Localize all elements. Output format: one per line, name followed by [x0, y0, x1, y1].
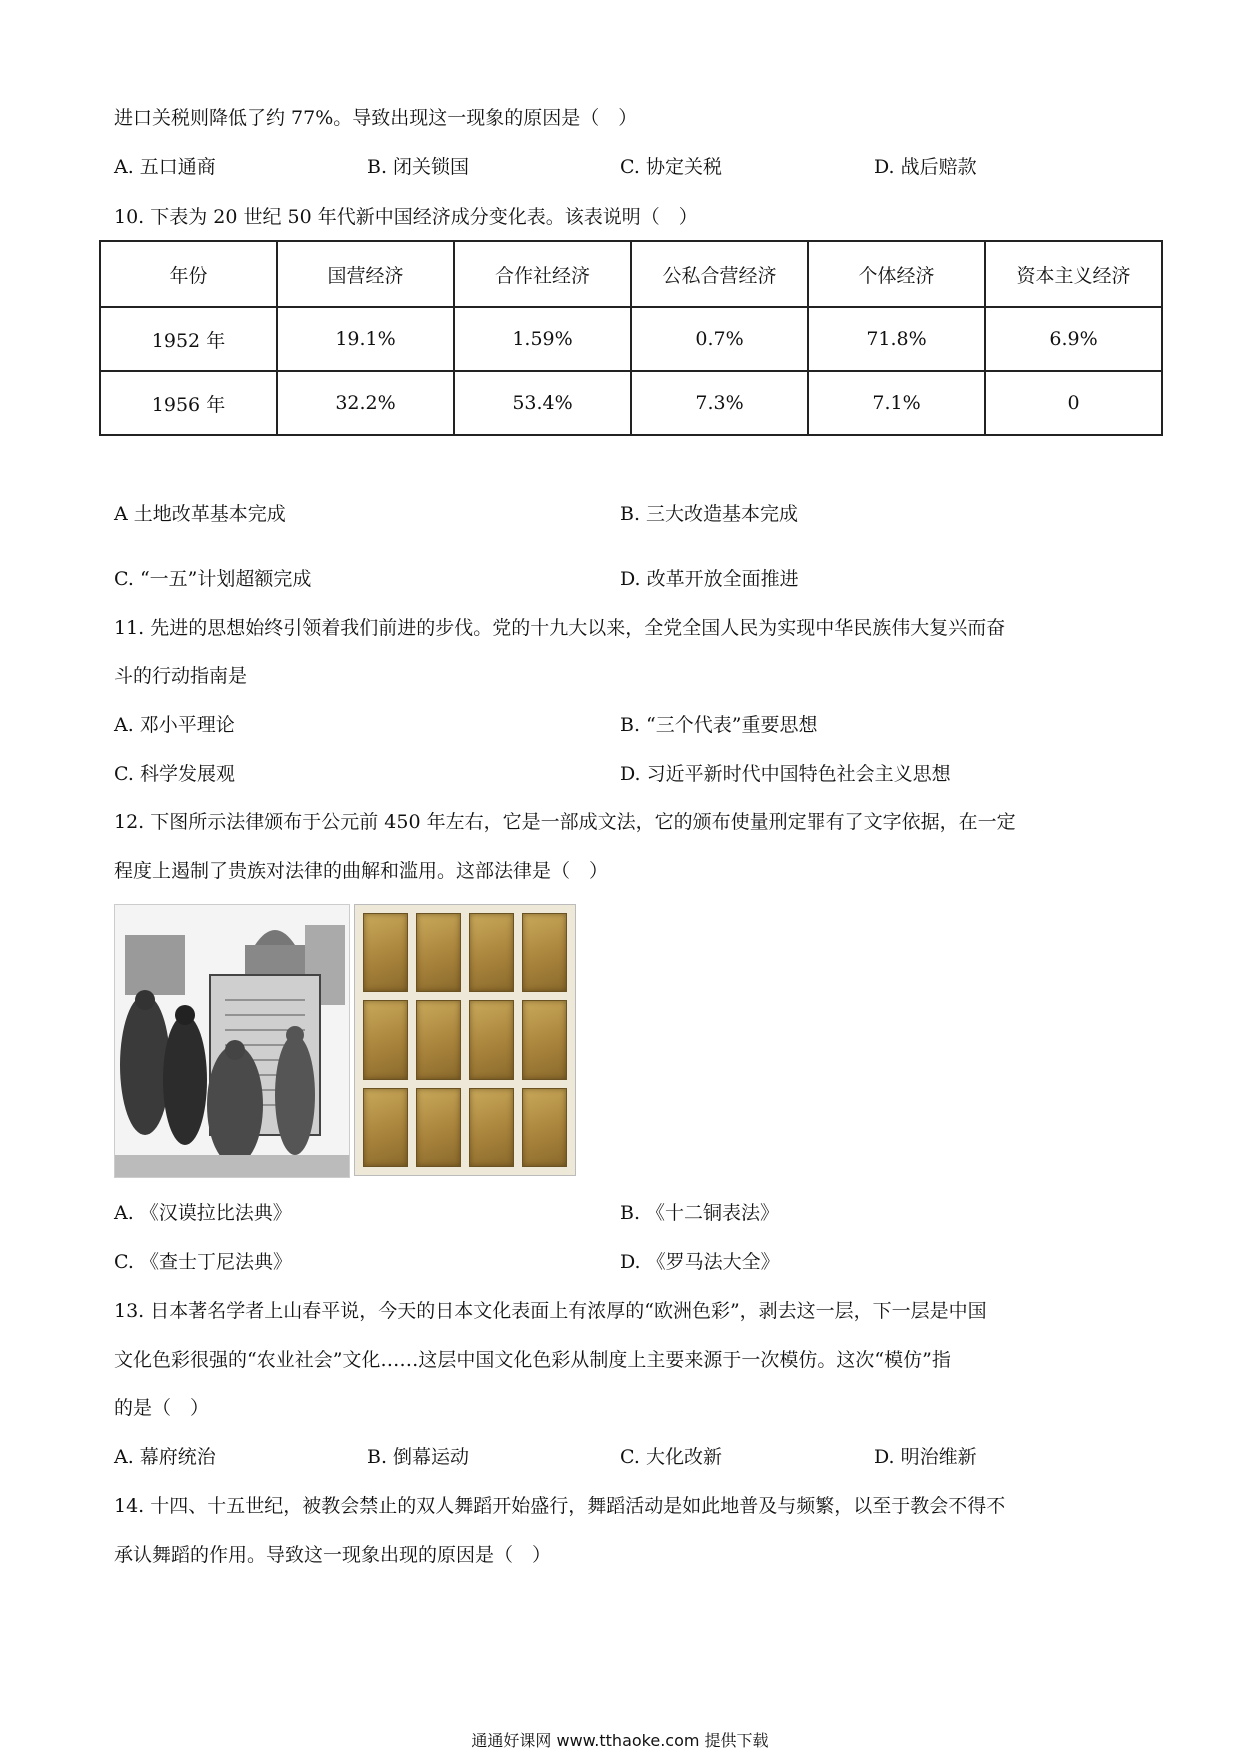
tablet [363, 913, 408, 992]
tablet [416, 1088, 461, 1167]
tablet [363, 1088, 408, 1167]
q14-stem-line2: 承认舞蹈的作用。导致这一现象出现的原因是（ ） [114, 1544, 552, 1566]
table-header-cell: 年份 [100, 241, 277, 307]
tablet [469, 1088, 514, 1167]
table-cell: 7.3% [631, 371, 808, 435]
table-cell: 0.7% [631, 307, 808, 371]
q13-stem-line3: 的是（ ） [114, 1397, 210, 1419]
q9-option-d: D. 战后赔款 [874, 156, 977, 178]
q9-option-b: B. 闭关锁国 [367, 156, 470, 178]
table-cell: 7.1% [808, 371, 985, 435]
q12-stem-line2: 程度上遏制了贵族对法律的曲解和滥用。这部法律是（ ） [114, 860, 609, 882]
q9-stem-tail: 进口关税则降低了约 77%。导致出现这一现象的原因是（ ） [114, 107, 638, 129]
q9-option-c: C. 协定关税 [620, 156, 722, 178]
economy-table [99, 240, 1163, 436]
table-header-cell: 资本主义经济 [985, 241, 1162, 307]
table-header-cell: 国营经济 [277, 241, 454, 307]
tablet [416, 1000, 461, 1079]
table-header-cell: 公私合营经济 [631, 241, 808, 307]
table-cell: 32.2% [277, 371, 454, 435]
tablet [522, 1000, 567, 1079]
table-cell: 53.4% [454, 371, 631, 435]
q11-stem-line2: 斗的行动指南是 [114, 665, 248, 687]
q12-option-b: B. 《十二铜表法》 [620, 1202, 780, 1224]
q13-option-b: B. 倒幕运动 [367, 1446, 470, 1468]
tablet [522, 1088, 567, 1167]
q13-option-d: D. 明治维新 [874, 1446, 977, 1468]
q13-option-c: C. 大化改新 [620, 1446, 722, 1468]
q10-stem: 10. 下表为 20 世纪 50 年代新中国经济成分变化表。该表说明（ ） [114, 206, 698, 228]
table-row [100, 371, 1162, 435]
tablet [469, 1000, 514, 1079]
q11-stem-line1: 11. 先进的思想始终引领着我们前进的步伐。党的十九大以来，全党全国人民为实现中华民族伟大复兴而奋 [114, 617, 1006, 639]
table-cell: 19.1% [277, 307, 454, 371]
q10-option-c: C. “一五”计划超额完成 [114, 568, 312, 590]
q10-option-a: A 土地改革基本完成 [114, 503, 286, 525]
q12-option-a: A. 《汉谟拉比法典》 [114, 1202, 292, 1224]
q11-option-b: B. “三个代表”重要思想 [620, 714, 818, 736]
page-footer: 通通好课网 www.tthaoke.com 提供下载 [471, 1731, 769, 1750]
table-header-cell: 合作社经济 [454, 241, 631, 307]
engraving-illustration [115, 905, 349, 1177]
table-cell: 1952 年 [100, 307, 277, 371]
tablet [522, 913, 567, 992]
q12-option-c: C. 《查士丁尼法典》 [114, 1251, 292, 1273]
tablet [363, 1000, 408, 1079]
table-header-row [100, 241, 1162, 307]
q9-option-a: A. 五口通商 [114, 156, 216, 178]
q13-stem-line1: 13. 日本著名学者上山春平说，今天的日本文化表面上有浓厚的“欧洲色彩”，剥去这一层，下一层是中国 [114, 1300, 987, 1322]
bronze-tablets-image [354, 904, 576, 1176]
q13-option-a: A. 幕府统治 [114, 1446, 216, 1468]
q11-option-a: A. 邓小平理论 [114, 714, 235, 736]
tablet [416, 913, 461, 992]
q13-stem-line2: 文化色彩很强的“农业社会”文化……这层中国文化色彩从制度上主要来源于一次模仿。这次“模仿”指 [114, 1349, 951, 1371]
table-cell: 0 [985, 371, 1162, 435]
q11-option-d: D. 习近平新时代中国特色社会主义思想 [620, 763, 951, 785]
table-row [100, 307, 1162, 371]
q11-option-c: C. 科学发展观 [114, 763, 235, 785]
q12-option-d: D. 《罗马法大全》 [620, 1251, 780, 1273]
tablet [469, 913, 514, 992]
q10-option-b: B. 三大改造基本完成 [620, 503, 799, 525]
table-cell: 6.9% [985, 307, 1162, 371]
table-cell: 71.8% [808, 307, 985, 371]
q12-stem-line1: 12. 下图所示法律颁布于公元前 450 年左右，它是一部成文法，它的颁布使量刑定罪有了文字依据，在一定 [114, 811, 1016, 833]
q10-option-d: D. 改革开放全面推进 [620, 568, 799, 590]
table-cell: 1.59% [454, 307, 631, 371]
q14-stem-line1: 14. 十四、十五世纪，被教会禁止的双人舞蹈开始盛行，舞蹈活动是如此地普及与频繁，以至于教会不得不 [114, 1495, 1006, 1517]
roman-engraving-image [114, 904, 350, 1178]
table-cell: 1956 年 [100, 371, 277, 435]
table-header-cell: 个体经济 [808, 241, 985, 307]
